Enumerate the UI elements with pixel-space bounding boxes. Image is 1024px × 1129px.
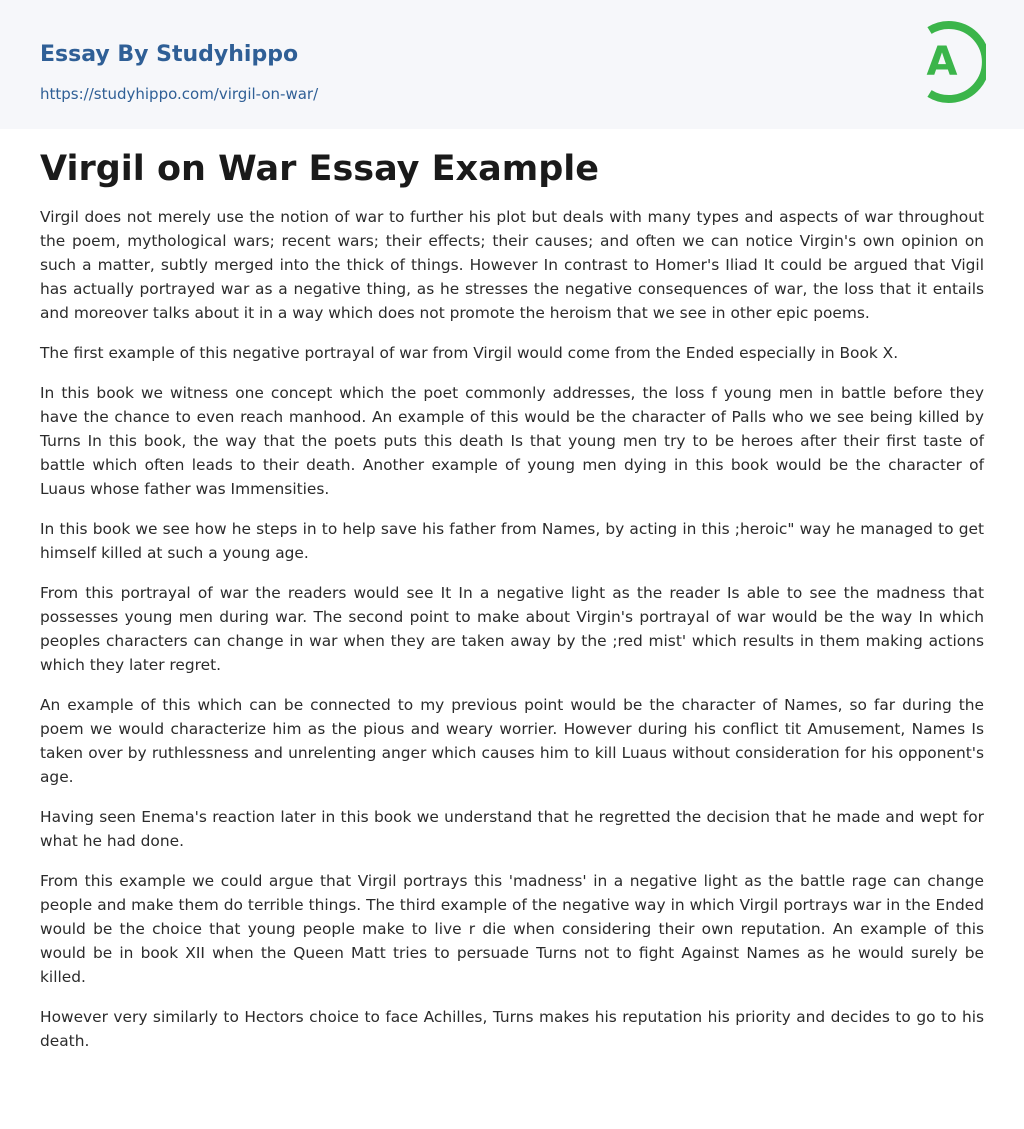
article-paragraph: In this book we see how he steps in to help save his father from Names, by acting in this ;heroic" way he managed to get himself killed at such a young age. — [40, 520, 984, 562]
article-paragraph: An example of this which can be connected to my previous point would be the character of Names, so far during the poem we would characterize him as the pious and weary worrier. However during his conflict tit Amusement, Names Is taken over by ruthlessness and unrelenting anger which causes him to kill Luaus without consideration for his opponent's age. — [40, 696, 984, 786]
article-paragraph: From this portrayal of war the readers would see It In a negative light as the reader Is able to see the madness that possesses young men during war. The second point to make about Virgin's portrayal of war would be the way In which peoples characters can change in war when they are taken away by the ;red mist' which results in them making actions which they later regret. — [40, 584, 984, 674]
logo-letter: A — [926, 39, 958, 85]
article — [0, 147, 1024, 1053]
studyhippo-logo-icon[interactable] — [912, 19, 986, 105]
site-header — [0, 0, 1024, 129]
source-url-link[interactable]: https://studyhippo.com/virgil-on-war/ — [40, 85, 319, 103]
article-paragraph: From this example we could argue that Virgil portrays this 'madness' in a negative light as the battle rage can change people and make them do terrible things. The third example of the negative way in which Virgil portrays war in the Ended would be the choice that young people make to live r die when considering their own reputation. An example of this would be in book XII when the Queen Matt tries to persuade Turns not to fight Against Names as he would surely be killed. — [40, 872, 984, 986]
article-paragraph: The first example of this negative portrayal of war from Virgil would come from the Ended especially in Book X. — [40, 344, 899, 362]
article-paragraph: Virgil does not merely use the notion of war to further his plot but deals with many types and aspects of war throughout the poem, mythological wars; recent wars; their effects; their causes; and often we can notice Virgin's own opinion on such a matter, subtly merged into the thick of things. However In contrast to Homer's Iliad It could be argued that Vigil has actually portrayed war as a negative thing, as he stresses the negative consequences of war, the loss that it entails and moreover talks about it in a way which does not promote the heroism that we see in other epic poems. — [40, 208, 984, 322]
article-paragraph: Having seen Enema's reaction later in this book we understand that he regretted the decision that he made and wept for what he had done. — [40, 808, 984, 850]
site-brand[interactable]: Essay By Studyhippo — [40, 42, 299, 67]
article-title: Virgil on War Essay Example — [40, 149, 600, 189]
article-paragraph: In this book we witness one concept which the poet commonly addresses, the loss f young men in battle before they have the chance to even reach manhood. An example of this would be the character of Palls who we see being killed by Turns In this book, the way that the poets puts this death Is that young men try to be heroes after their first taste of battle which often leads to their death. Another example of young men dying in this book would be the character of Luaus whose father was Immensities. — [40, 384, 984, 498]
article-paragraph: However very similarly to Hectors choice to face Achilles, Turns makes his reputation his priority and decides to go to his death. — [40, 1008, 984, 1050]
